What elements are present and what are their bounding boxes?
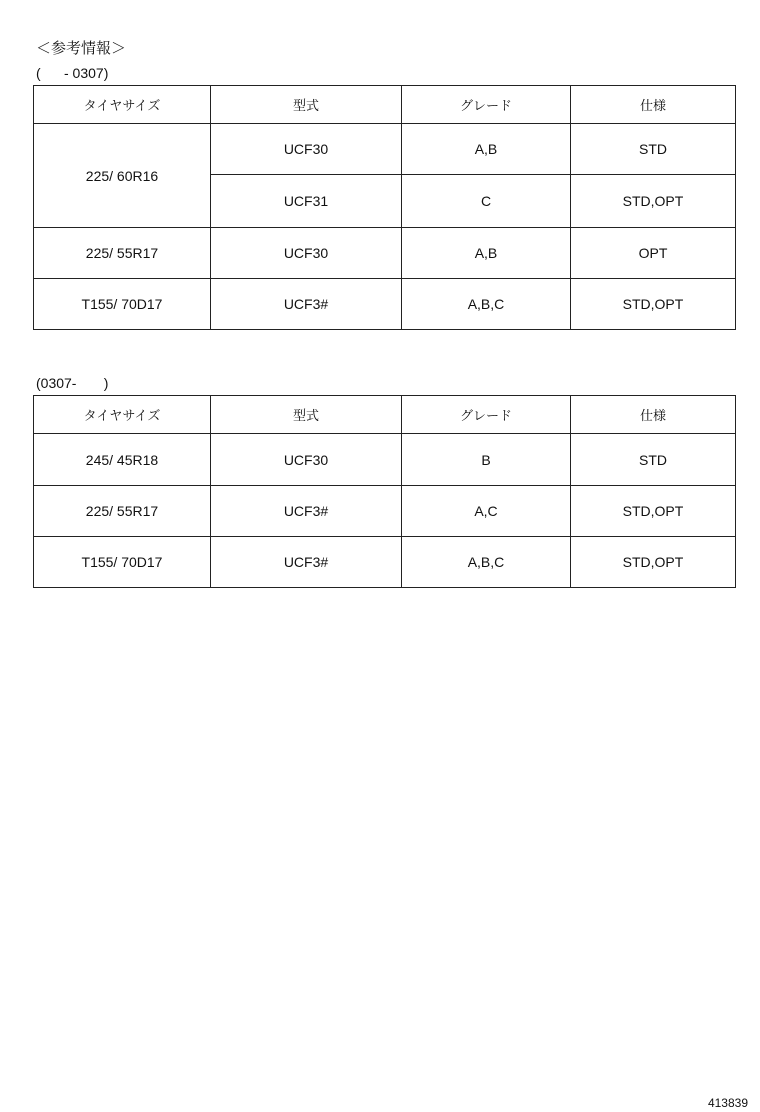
spec-cell: STD: [571, 434, 736, 486]
model-cell: UCF3#: [211, 279, 402, 330]
table-row: [34, 486, 736, 537]
header-spec: 仕様: [571, 396, 736, 434]
reference-info-heading: ＜参考情報＞: [36, 39, 127, 57]
tire-spec-table-before-0307: [33, 85, 736, 330]
spec-cell: STD: [571, 124, 736, 175]
model-cell: UCF31: [211, 175, 402, 228]
tire-size-cell: 225/ 60R16: [34, 124, 211, 228]
header-tire-size: タイヤサイズ: [34, 86, 211, 124]
spec-cell: STD,OPT: [571, 537, 736, 588]
grade-cell: C: [402, 175, 571, 228]
header-grade: グレード: [402, 86, 571, 124]
header-model: 型式: [211, 396, 402, 434]
figure-id: 413839: [707, 1096, 748, 1110]
header-grade: グレード: [402, 396, 571, 434]
tire-size-cell: 225/ 55R17: [34, 228, 211, 279]
grade-cell: A,B,C: [402, 279, 571, 330]
spec-cell: OPT: [571, 228, 736, 279]
table-row: [34, 434, 736, 486]
tire-size-cell: 245/ 45R18: [34, 434, 211, 486]
grade-cell: A,B,C: [402, 537, 571, 588]
table-row: [34, 537, 736, 588]
table-header-row: [34, 86, 736, 124]
header-spec: 仕様: [571, 86, 736, 124]
spec-cell: STD,OPT: [571, 279, 736, 330]
grade-cell: A,B: [402, 228, 571, 279]
model-cell: UCF3#: [211, 486, 402, 537]
grade-cell: A,C: [402, 486, 571, 537]
tire-spec-table-after-0307: [33, 395, 736, 588]
header-tire-size: タイヤサイズ: [34, 396, 211, 434]
table2-date-range: (0307- ): [36, 375, 109, 391]
table-header-row: [34, 396, 736, 434]
grade-cell: A,B: [402, 124, 571, 175]
model-cell: UCF30: [211, 124, 402, 175]
model-cell: UCF30: [211, 434, 402, 486]
spec-cell: STD,OPT: [571, 175, 736, 228]
table1-date-range: ( - 0307): [36, 65, 109, 81]
grade-cell: B: [402, 434, 571, 486]
table-row: [34, 228, 736, 279]
model-cell: UCF30: [211, 228, 402, 279]
spec-cell: STD,OPT: [571, 486, 736, 537]
table-row: [34, 124, 736, 175]
tire-size-cell: T155/ 70D17: [34, 279, 211, 330]
tire-size-cell: T155/ 70D17: [34, 537, 211, 588]
table-row: [34, 279, 736, 330]
header-model: 型式: [211, 86, 402, 124]
model-cell: UCF3#: [211, 537, 402, 588]
tire-size-cell: 225/ 55R17: [34, 486, 211, 537]
